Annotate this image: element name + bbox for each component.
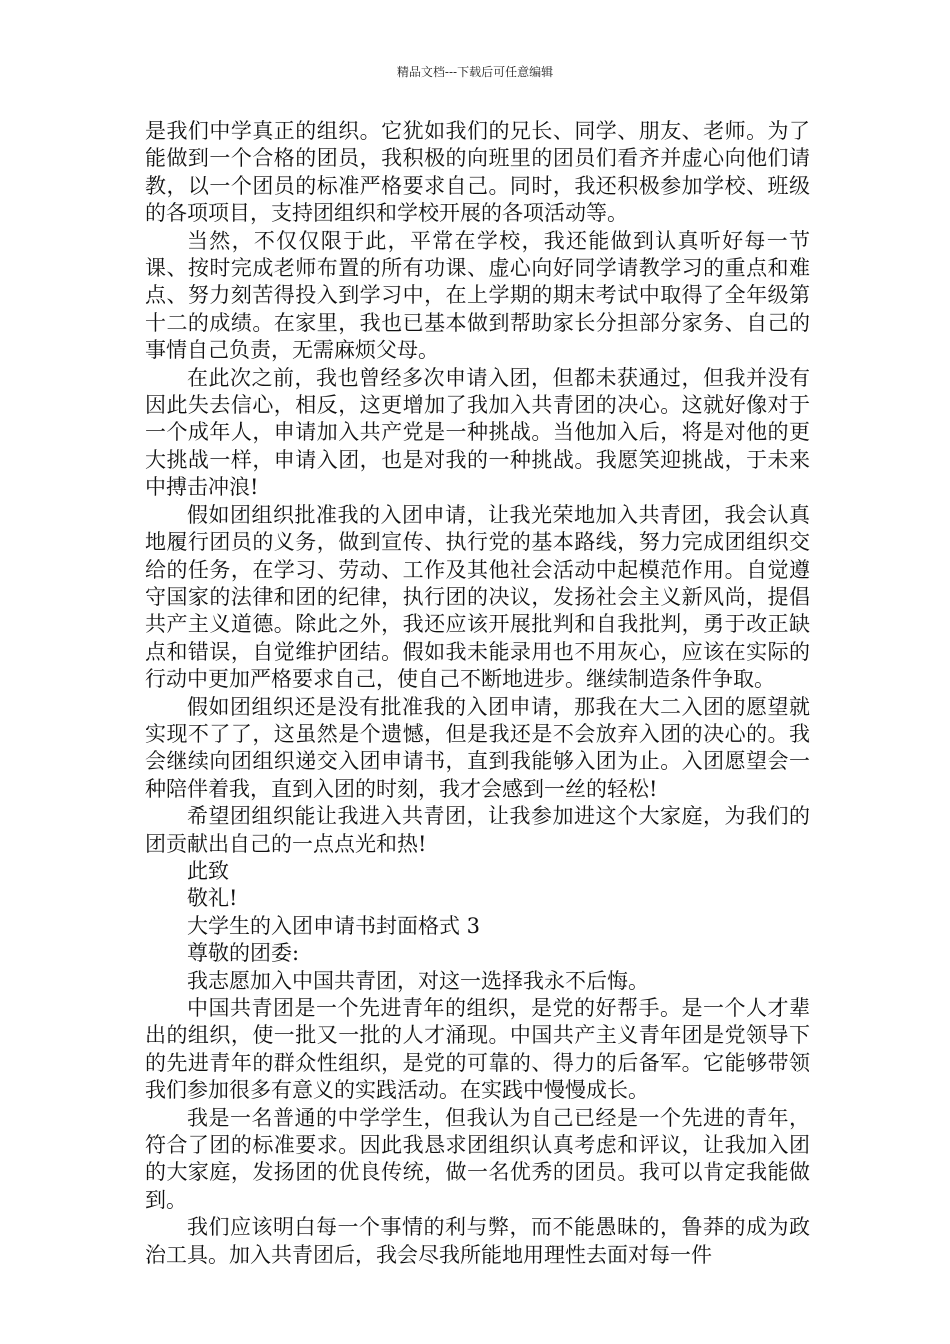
closing-salutation: 此致 [187, 858, 229, 883]
letter-greeting: 尊敬的团委: [187, 941, 300, 966]
paragraph-6: 希望团组织能让我进入共青团，让我参加进这个大家庭，为我们的团贡献出自己的一点点光和热! [145, 804, 810, 856]
paragraph-3: 在此次之前，我也曾经多次申请入团，但都未获通过，但我并没有因此失去信心，相反，这更增加了我加入共青团的决心。这就好像对于一个成年人，申请加入共产党是一种挑战。当他加入后，将是对他的更大挑战一样，申请入团，也是对我的一种挑战。我愿笑迎挑战，于未来中搏击冲浪! [145, 365, 810, 500]
paragraph-4: 假如团组织批准我的入团申请，让我光荣地加入共青团，我会认真地履行团员的义务，做到宣传、执行党的基本路线，努力完成团组织交给的任务，在学习、劳动、工作及其他社会活动中起模范作用。自觉遵守国家的法律和团的纪律，执行团的决议，发扬社会主义新风尚，提倡共产主义道德。除此之外，我还应该开展批判和自我批判，勇于改正缺点和错误，自觉维护团结。假如我未能录用也不用灰心，应该在实际的行动中更加严格要求自己，使自己不断地进步。继续制造条件争取。 [145, 502, 810, 692]
paragraph-8: 中国共青团是一个先进青年的组织，是党的好帮手。是一个人才辈出的组织，使一批又一批的人才涌现。中国共产主义青年团是党领导下的先进青年的群众性组织，是党的可靠的、得力的后备军。它能够带领我们参加很多有意义的实践活动。在实践中慢慢成长。 [145, 996, 810, 1103]
paragraph-10: 我们应该明白每一个事情的利与弊，而不能愚昧的，鲁莽的成为政治工具。加入共青团后，我会尽我所能地用理性去面对每一件 [145, 1215, 810, 1267]
paragraph-7: 我志愿加入中国共青团，对这一选择我永不后悔。 [187, 968, 649, 993]
document-body [145, 118, 810, 1269]
paragraph-5: 假如团组织还是没有批准我的入团申请，那我在大二入团的愿望就实现不了了，这虽然是个遗憾，但是我还是不会放弃入团的决心的。我会继续向团组织递交入团申请书，直到我能够入团为止。入团愿望会一种陪伴着我，直到入团的时刻，我才会感到一丝的轻松! [145, 694, 810, 801]
page-header: 精品文档---下载后可任意编辑 [396, 65, 554, 79]
paragraph-1: 是我们中学真正的组织。它犹如我们的兄长、同学、朋友、老师。为了能做到一个合格的团员，我积极的向班里的团员们看齐并虚心向他们请教，以一个团员的标准严格要求自己。同时，我还积极参加学校、班级的各项项目，支持团组织和学校开展的各项活动等。 [145, 119, 810, 226]
paragraph-9: 我是一名普通的中学学生，但我认为自己已经是一个先进的青年，符合了团的标准要求。因此我恳求团组织认真考虑和评议，让我加入团的大家庭，发扬团的优良传统，做一名优秀的团员。我可以肯定我能做到。 [145, 1105, 810, 1212]
closing-respect: 敬礼! [187, 886, 238, 911]
section-title: 大学生的入团申请书封面格式 3 [187, 913, 481, 938]
paragraph-2: 当然，不仅仅限于此，平常在学校，我还能做到认真听好每一节课、按时完成老师布置的所有功课、虚心向好同学请教学习的重点和难点、努力刻苦得投入到学习中，在上学期的期末考试中取得了全年级第十二的成绩。在家里，我也已基本做到帮助家长分担部分家务、自己的事情自己负责，无需麻烦父母。 [145, 228, 810, 363]
